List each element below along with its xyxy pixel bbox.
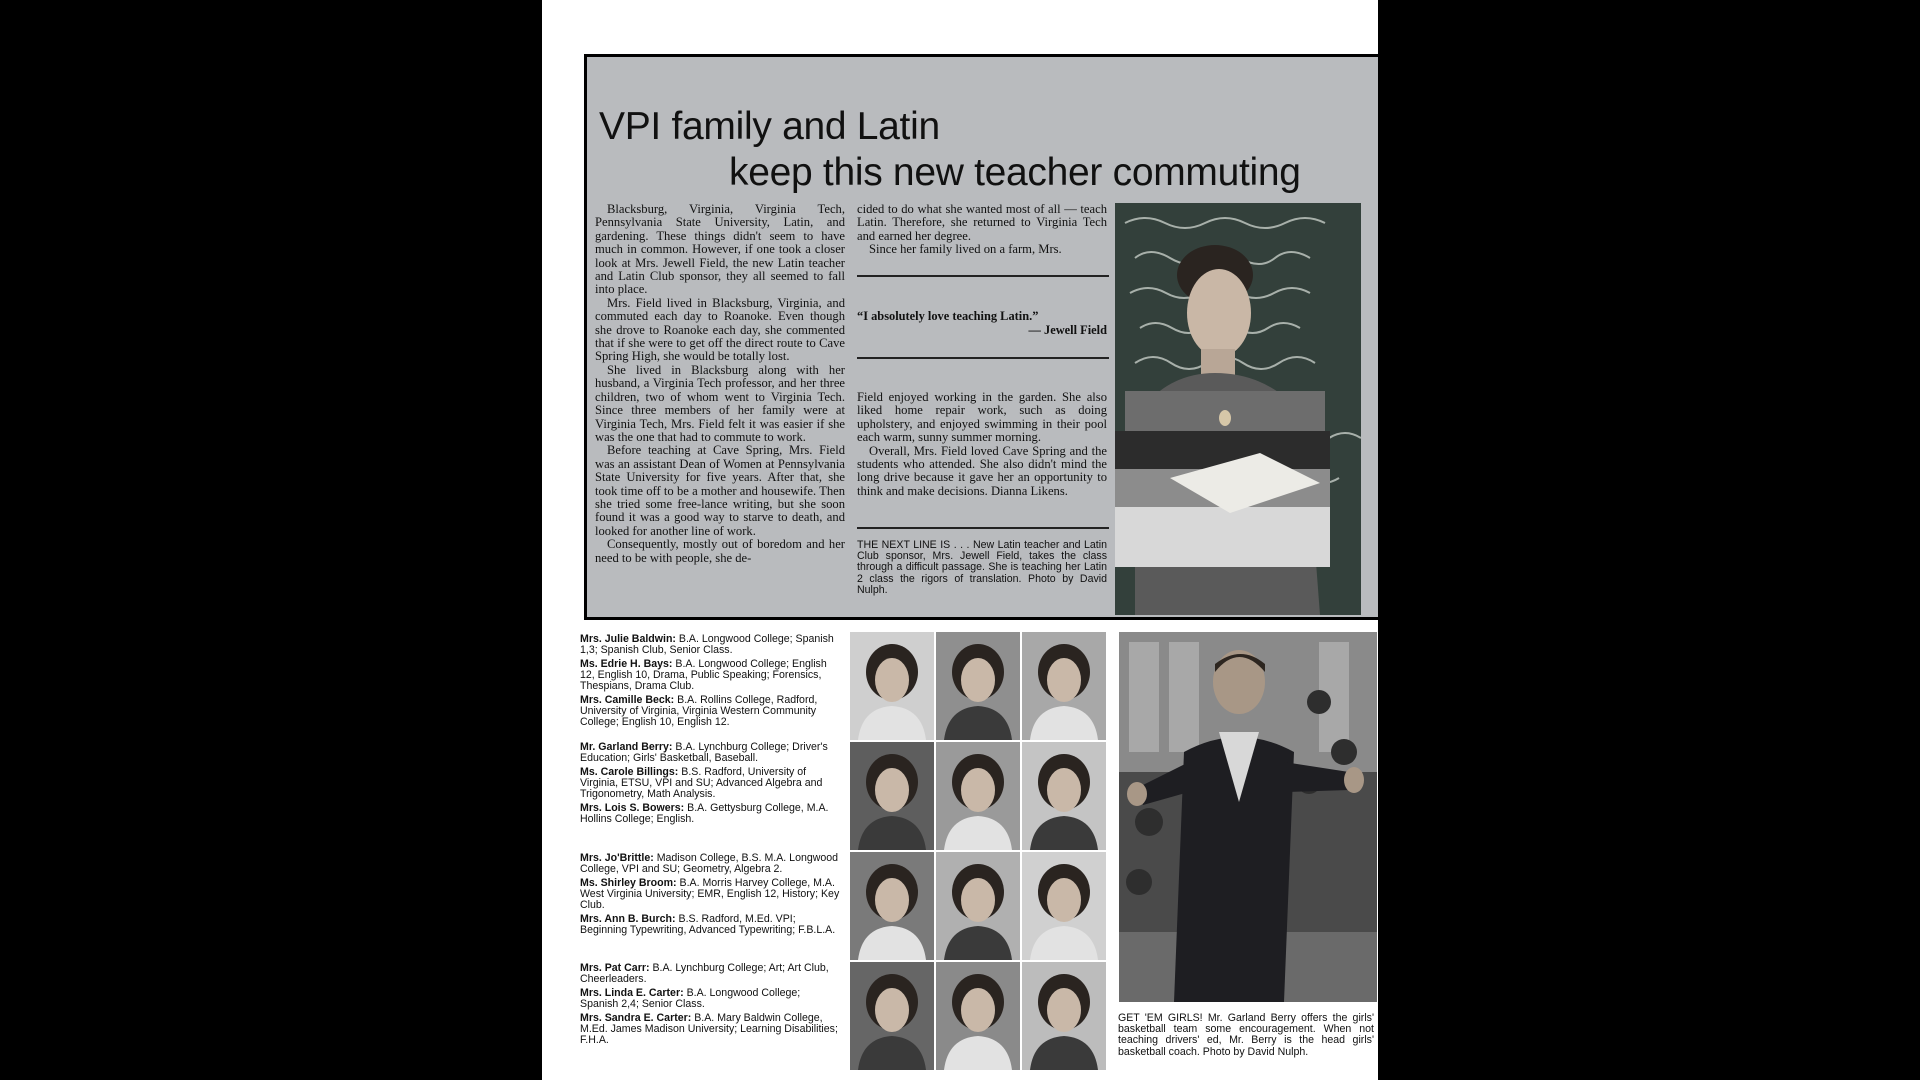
faculty-entry — [580, 767, 840, 800]
faculty-info: B.A. Morris Harvey College, M.A. West Virginia University; EMR, English 12, History; Key Club. — [580, 877, 840, 911]
faculty-info: Madison College, B.S. M.A. Longwood College, VPI and SU; Geometry, Algebra 2. — [580, 852, 839, 875]
coach-illustration — [1119, 632, 1377, 1002]
faculty-portrait — [850, 742, 934, 850]
coach-photo — [1119, 632, 1377, 1002]
teacher-photo — [1115, 203, 1361, 615]
faculty-entry — [580, 963, 840, 985]
faculty-portrait — [936, 852, 1020, 960]
pull-quote-text: “I absolutely love teaching Latin.” — [857, 309, 1039, 323]
faculty-portrait — [1022, 962, 1106, 1070]
faculty-group-1 — [580, 634, 840, 731]
paragraph: cided to do what she wanted most of all — teach Latin. Therefore, she returned to Virginia Tech and earned her degree. — [857, 202, 1107, 243]
paragraph: Before teaching at Cave Spring, Mrs. Field was an assistant Dean of Women at Pennsylvania State University for five years. After that, she took time off to be a mother and housewife. Then she tried some free-lance writing, but she soon found it was a good way to starve to death, and looked for another line of work. — [595, 443, 845, 538]
feature-article — [584, 54, 1378, 620]
faculty-name: Ms. Shirley Broom: — [580, 877, 677, 889]
faculty-portrait — [850, 632, 934, 740]
faculty-name: Mrs. Camille Beck: — [580, 694, 675, 706]
paragraph: She lived in Blacksburg along with her husband, a Virginia Tech professor, and her three children, two of whom went to Virginia Tech. Since three members of her family were at Virginia Tech, Mrs. Field felt it was easier if she was the one that had to commute to work. — [595, 362, 845, 444]
faculty-name: Mrs. Jo'Brittle: — [580, 852, 654, 864]
faculty-portrait — [936, 962, 1020, 1070]
paragraph: Blacksburg, Virginia, Virginia Tech, Pennsylvania State University, Latin, and gardening. These things didn't seem to have much in common. However, if one took a closer look at Mrs. Jewell Field, the new Latin teacher and Latin Club sponsor, they all seemed to fall into place. — [595, 202, 845, 297]
faculty-name: Mrs. Julie Baldwin: — [580, 633, 676, 645]
faculty-portrait — [850, 962, 934, 1070]
divider — [857, 275, 1109, 277]
faculty-name: Mr. Garland Berry: — [580, 741, 673, 753]
faculty-portrait — [936, 632, 1020, 740]
faculty-entry — [580, 988, 840, 1010]
faculty-group-3 — [580, 853, 840, 939]
faculty-name: Mrs. Lois S. Bowers: — [580, 802, 685, 814]
faculty-info: B.A. Longwood College; Spanish 1,3; Spanish Club, Senior Class. — [580, 633, 834, 656]
pull-quote — [857, 309, 1107, 337]
article-column-1 — [595, 203, 845, 565]
divider — [857, 357, 1109, 359]
pull-quote-attribution: — Jewell Field — [1028, 323, 1107, 337]
photo-caption: THE NEXT LINE IS . . . New Latin teacher and Latin Club sponsor, Mrs. Jewell Field, takes the class through a difficult passage. She is teaching her Latin 2 class the rigors of translation. Photo by David Nulph. — [857, 539, 1107, 596]
faculty-entry — [580, 853, 840, 875]
faculty-name: Mrs. Ann B. Burch: — [580, 913, 676, 925]
faculty-group-4 — [580, 963, 840, 1049]
faculty-entry — [580, 914, 840, 936]
faculty-portrait — [1022, 852, 1106, 960]
faculty-name: Ms. Edrie H. Bays: — [580, 658, 673, 670]
faculty-portrait — [936, 742, 1020, 850]
faculty-info: B.A. Mary Baldwin College, M.Ed. James Madison University; Learning Disabilities; F.H.A. — [580, 1012, 838, 1046]
faculty-entry — [580, 659, 840, 692]
divider — [857, 527, 1109, 529]
faculty-info: B.S. Radford, M.Ed. VPI; Beginning Typewriting, Advanced Typewriting; F.B.L.A. — [580, 913, 836, 936]
paragraph: Field enjoyed working in the garden. She also liked home repair work, such as doing upholstery, and enjoyed swimming in their pool each warm, sunny summer morning. — [857, 390, 1107, 445]
faculty-entry — [580, 878, 840, 911]
article-column-2-top — [857, 203, 1107, 257]
paragraph: Overall, Mrs. Field loved Cave Spring and the students who attended. She also didn't mind the long drive because it gave her an opportunity to think and make decisions. Dianna Likens. — [857, 443, 1107, 498]
faculty-name: Ms. Carole Billings: — [580, 766, 679, 778]
faculty-portrait — [1022, 632, 1106, 740]
faculty-info: B.A. Gettysburg College, M.A. Hollins College; English. — [580, 802, 829, 825]
article-title-line2: keep this new teacher commuting — [729, 151, 1301, 194]
faculty-entry — [580, 742, 840, 764]
yearbook-page — [542, 0, 1378, 1080]
paragraph: Since her family lived on a farm, Mrs. — [869, 242, 1062, 257]
faculty-portrait — [850, 852, 934, 960]
faculty-name: Mrs. Sandra E. Carter: — [580, 1012, 692, 1024]
faculty-info: B.A. Rollins College, Radford, University of Virginia, Virginia Western Community College; English 10, English 12. — [580, 694, 818, 728]
article-title-line1: VPI family and Latin — [599, 105, 940, 148]
coach-photo-caption: GET 'EM GIRLS! Mr. Garland Berry offers the girls' basketball team some encouragement. When not teaching drivers' ed, Mr. Berry is the head girls' basketball coach. Photo by David Nulph. — [1118, 1012, 1374, 1058]
faculty-name: Mrs. Linda E. Carter: — [580, 987, 684, 999]
faculty-entry — [580, 1013, 840, 1046]
paragraph: Consequently, mostly out of boredom and her need to be with people, she de- — [595, 537, 845, 565]
faculty-info: B.A. Longwood College; Spanish 2,4; Senior Class. — [580, 987, 801, 1010]
article-column-2-bottom — [857, 391, 1107, 498]
faculty-portrait — [1022, 742, 1106, 850]
faculty-info: B.S. Radford, University of Virginia, ETSU, VPI and SU; Advanced Algebra and Trigonometry, Math Analysis. — [580, 766, 823, 800]
faculty-name: Mrs. Pat Carr: — [580, 962, 650, 974]
teacher-illustration — [1115, 203, 1361, 615]
faculty-group-2 — [580, 742, 840, 828]
faculty-entry — [580, 634, 840, 656]
faculty-info: B.A. Longwood College; English 12, English 10, Drama, Public Speaking; Forensics, Thespians, Drama Club. — [580, 658, 827, 692]
faculty-info: B.A. Lynchburg College; Art; Art Club, Cheerleaders. — [580, 962, 829, 985]
faculty-entry — [580, 803, 840, 825]
paragraph: Mrs. Field lived in Blacksburg, Virginia, and commuted each day to Roanoke. Even though she drove to Roanoke each day, she commented that if she were to get off the direct route to Cave Spring High, she would be totally lost. — [595, 295, 845, 364]
faculty-info: B.A. Lynchburg College; Driver's Education; Girls' Basketball, Baseball. — [580, 741, 828, 764]
faculty-entry — [580, 695, 840, 728]
